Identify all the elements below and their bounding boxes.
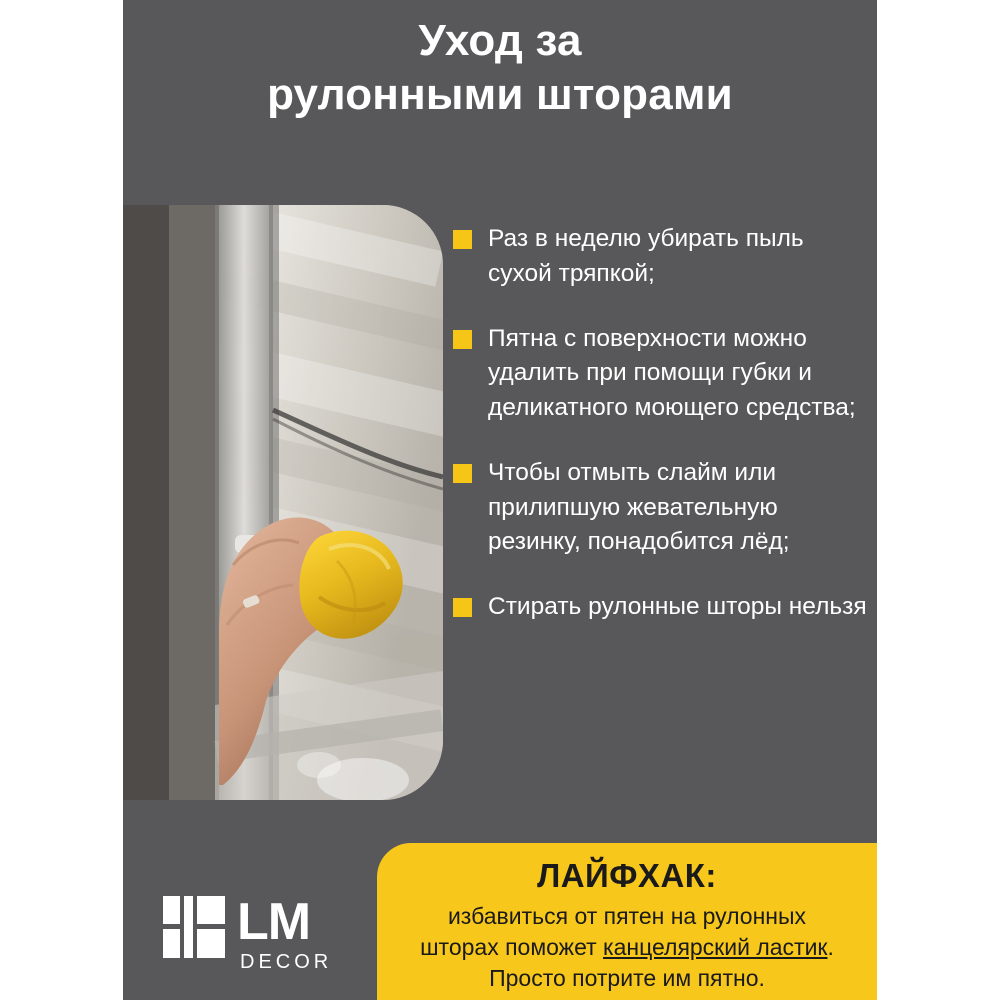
page-title xyxy=(123,14,877,121)
lifehack-highlight: канцелярский ластик xyxy=(603,933,828,960)
care-instructions-list xyxy=(453,222,873,655)
page-title-line-2: рулонными шторами xyxy=(267,69,733,119)
lifehack-title: ЛАЙФХАК: xyxy=(537,857,717,894)
page-title-line-1: Уход за xyxy=(418,16,582,65)
brand-logo xyxy=(163,893,333,973)
bullet-square-icon xyxy=(453,598,472,617)
list-item-text: Раз в неделю убирать пыль сухой тряпкой; xyxy=(488,225,804,287)
lifehack-callout xyxy=(377,843,877,1000)
list-item-text: Стирать рулонные шторы нельзя xyxy=(488,593,867,621)
lm-mark-icon xyxy=(163,896,225,958)
lifehack-line-2-after: . xyxy=(827,933,834,960)
list-item-text: Пятна с поверхности можно удалить при помощи губки и деликатного моющего средства; xyxy=(488,324,856,422)
lifehack-line-3: Просто потрите им пятно. xyxy=(489,964,765,991)
brand-subtitle: DECOR xyxy=(240,951,333,973)
bullet-square-icon xyxy=(453,230,472,249)
bullet-square-icon xyxy=(453,330,472,349)
brand-name: LM xyxy=(237,893,311,951)
poster-card xyxy=(123,0,877,1000)
lifehack-line-1: избавиться от пятен на рулонных xyxy=(447,903,807,929)
list-item xyxy=(453,590,873,625)
list-item xyxy=(453,456,873,560)
list-item-text: Чтобы отмыть слайм или прилипшую жевательную резинку, понадобится лёд; xyxy=(488,458,790,556)
lifehack-body xyxy=(377,901,877,993)
bullet-square-icon xyxy=(453,464,472,483)
photo-window-blind-cleaning xyxy=(123,205,443,800)
lifehack-line-2-before: шторах поможет xyxy=(420,933,604,960)
list-item xyxy=(453,322,873,426)
brand-logo-text xyxy=(237,893,333,973)
list-item xyxy=(453,222,873,292)
